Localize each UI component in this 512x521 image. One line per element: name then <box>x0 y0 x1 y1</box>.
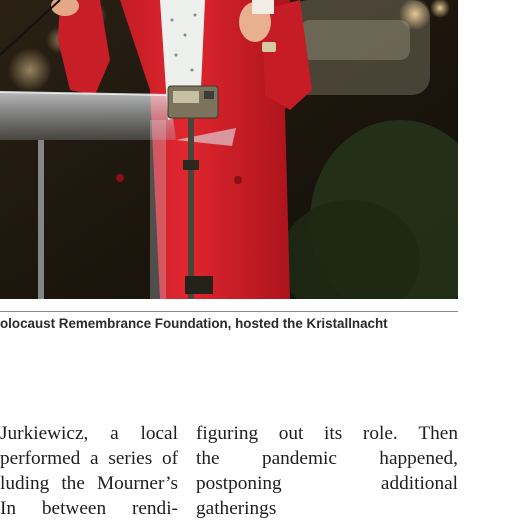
word: the <box>196 448 220 469</box>
word: happened, <box>379 448 458 469</box>
word: pandemic <box>261 448 337 469</box>
text-line <box>0 496 178 521</box>
article-column-right <box>196 421 458 521</box>
word: a <box>110 423 119 444</box>
text-line <box>196 471 458 496</box>
word: gatherings <box>196 498 277 519</box>
word: of <box>161 448 178 469</box>
text-line <box>0 421 178 446</box>
word: rendi- <box>131 498 178 519</box>
word: postponing <box>196 473 282 494</box>
text-line <box>0 471 178 496</box>
word: local <box>140 423 178 444</box>
text-line <box>0 446 178 471</box>
text-line <box>196 496 458 521</box>
word: performed <box>0 448 81 469</box>
word: Then <box>418 423 458 444</box>
photo-caption: olocaust Remembrance Foundation, hosted the Kristallnacht <box>0 316 388 331</box>
word: a <box>90 448 99 469</box>
word: In <box>0 498 17 519</box>
article-column-left <box>0 421 178 521</box>
text-line <box>196 446 458 471</box>
word: the <box>61 473 85 494</box>
word: its <box>324 423 343 444</box>
word: Jurkiewicz, <box>0 423 89 444</box>
word: role. <box>362 423 398 444</box>
caption-divider <box>0 311 458 312</box>
word: series <box>108 448 153 469</box>
text-line <box>196 421 458 446</box>
word: figuring <box>196 423 259 444</box>
word: Mourner’s <box>96 473 178 494</box>
word: additional <box>380 473 458 494</box>
word: out <box>278 423 304 444</box>
word: luding <box>0 473 50 494</box>
word: between <box>41 498 107 519</box>
